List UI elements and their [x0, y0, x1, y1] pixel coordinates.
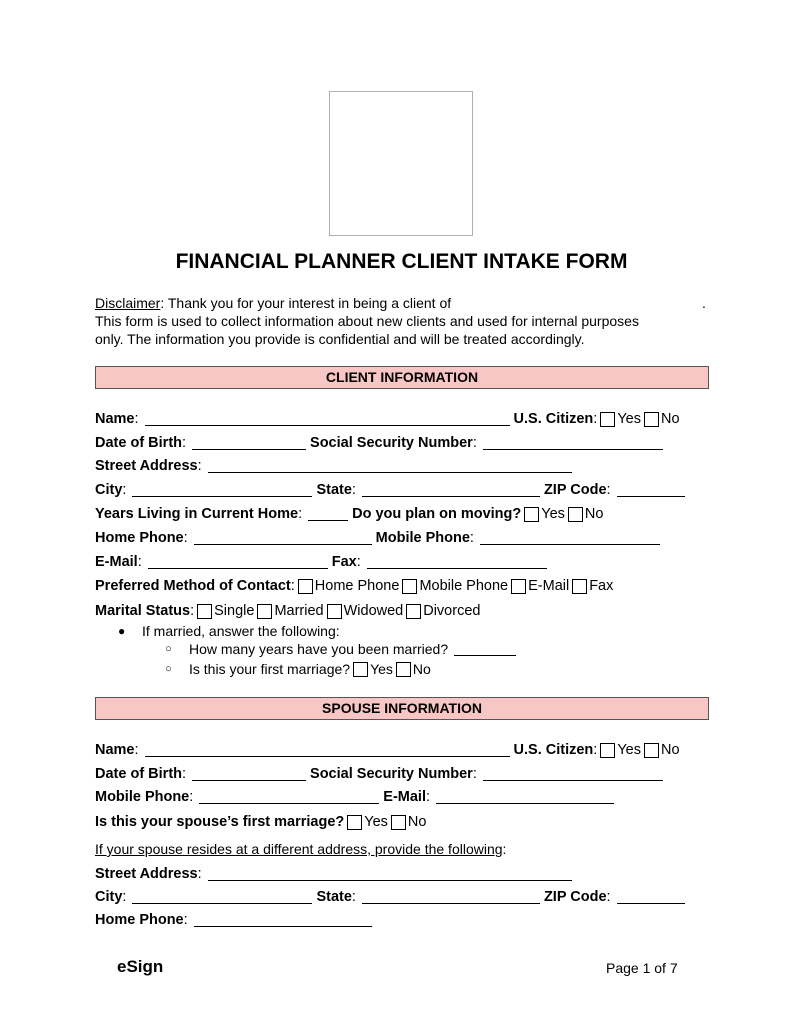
spouse-dob-row: Date of Birth : Social Security Number :: [95, 765, 667, 783]
email-label: E-Mail: [95, 554, 138, 570]
moving-label: Do you plan on moving?: [352, 506, 522, 522]
spouse-city-field[interactable]: [132, 890, 312, 904]
name-field[interactable]: [145, 412, 510, 426]
spouse-state-field[interactable]: [362, 890, 540, 904]
bullet-icon: ●: [118, 624, 126, 638]
citizen-yes-label: Yes: [617, 411, 641, 427]
contact-email-label: E-Mail: [528, 578, 570, 594]
spouse-name-row: Name : U.S. Citizen : Yes No: [95, 742, 680, 758]
marital-divorced-checkbox[interactable]: [406, 604, 421, 619]
spouse-zip-label: ZIP Code: [543, 889, 607, 905]
spouse-phone-row: Mobile Phone : E-Mail :: [95, 788, 618, 806]
spouse-home-phone-field[interactable]: [194, 913, 372, 927]
first-marriage-text: Is this your first marriage?: [189, 661, 351, 677]
client-contact-row: Preferred Method of Contact : Home Phone Mobile Phone E-Mail Fax: [95, 578, 614, 594]
citizen-no-label: No: [660, 411, 680, 427]
client-years-row: Years Living in Current Home : Do you plan on moving? Yes No: [95, 506, 604, 522]
contact-email-checkbox[interactable]: [511, 579, 526, 594]
client-city-row: City : State : ZIP Code :: [95, 481, 689, 499]
spouse-dob-field[interactable]: [192, 767, 306, 781]
spouse-information-header: SPOUSE INFORMATION: [95, 697, 709, 720]
spouse-dob-label: Date of Birth: [95, 766, 182, 782]
spouse-home-phone-row: Home Phone :: [95, 911, 376, 929]
marital-label: Marital Status: [95, 603, 191, 619]
ssn-field[interactable]: [483, 436, 663, 450]
marital-married-checkbox[interactable]: [257, 604, 272, 619]
years-married-item: [165, 640, 520, 658]
contact-fax-label: Fax: [589, 578, 614, 594]
spouse-street-field[interactable]: [208, 867, 572, 881]
spouse-first-marriage-yes-label: Yes: [364, 814, 388, 830]
marital-married-label: Married: [274, 603, 324, 619]
zip-label: ZIP Code: [543, 482, 607, 498]
spouse-citizen-no-checkbox[interactable]: [644, 743, 659, 758]
contact-home-phone-checkbox[interactable]: [298, 579, 313, 594]
client-information-header: CLIENT INFORMATION: [95, 366, 709, 389]
spouse-first-marriage-row: [95, 813, 426, 831]
spouse-citizen-label: U.S. Citizen: [513, 742, 594, 758]
email-field[interactable]: [148, 555, 328, 569]
spouse-ssn-field[interactable]: [483, 767, 663, 781]
state-label: State: [316, 482, 352, 498]
ssn-label: Social Security Number: [310, 435, 473, 451]
spouse-first-marriage-label: Is this your spouse’s first marriage?: [95, 814, 345, 830]
city-field[interactable]: [132, 483, 312, 497]
client-phone-row: Home Phone : Mobile Phone :: [95, 529, 664, 547]
spouse-city-label: City: [95, 889, 123, 905]
client-email-row: E-Mail : Fax :: [95, 553, 551, 571]
spouse-city-row: City : State : ZIP Code :: [95, 888, 689, 906]
contact-home-phone-label: Home Phone: [314, 578, 400, 594]
contact-mobile-phone-label: Mobile Phone: [419, 578, 509, 594]
state-field[interactable]: [362, 483, 540, 497]
spouse-citizen-yes-checkbox[interactable]: [600, 743, 615, 758]
years-field[interactable]: [308, 507, 348, 521]
spouse-street-row: Street Address :: [95, 865, 576, 883]
moving-no-checkbox[interactable]: [568, 507, 583, 522]
if-married-text: If married, answer the following:: [142, 623, 340, 639]
first-marriage-no-label: No: [412, 661, 431, 677]
spouse-email-field[interactable]: [436, 790, 614, 804]
first-marriage-no-checkbox[interactable]: [396, 662, 411, 677]
moving-yes-label: Yes: [541, 506, 565, 522]
spouse-mobile-label: Mobile Phone: [95, 789, 190, 805]
if-married-bullet: [118, 622, 340, 640]
spouse-home-phone-label: Home Phone: [95, 912, 184, 928]
years-label: Years Living in Current Home: [95, 506, 299, 522]
marital-single-label: Single: [214, 603, 255, 619]
disclaimer-text-2: This form is used to collect information about new clients and used for internal purposes: [95, 313, 639, 329]
moving-no-label: No: [584, 506, 604, 522]
marital-single-checkbox[interactable]: [197, 604, 212, 619]
different-address-text: If your spouse resides at a different address, provide the following: [95, 841, 503, 857]
page-number: Page 1 of 7: [606, 960, 678, 976]
moving-yes-checkbox[interactable]: [524, 507, 539, 522]
dob-field[interactable]: [192, 436, 306, 450]
sub-bullet-icon: ○: [165, 663, 172, 675]
street-field[interactable]: [208, 459, 572, 473]
marital-widowed-label: Widowed: [343, 603, 404, 619]
citizen-label: U.S. Citizen: [513, 411, 594, 427]
client-marital-row: Marital Status : Single Married Widowed Divorced: [95, 603, 481, 619]
spouse-citizen-yes-label: Yes: [617, 742, 641, 758]
citizen-no-checkbox[interactable]: [644, 412, 659, 427]
disclaimer-text-1: : Thank you for your interest in being a client of: [160, 295, 452, 311]
client-street-row: Street Address :: [95, 457, 576, 475]
spouse-name-label: Name: [95, 742, 135, 758]
citizen-yes-checkbox[interactable]: [600, 412, 615, 427]
first-marriage-yes-label: Yes: [370, 661, 393, 677]
fax-label: Fax: [331, 554, 357, 570]
city-label: City: [95, 482, 123, 498]
spouse-state-label: State: [316, 889, 352, 905]
logo-placeholder: [329, 91, 473, 236]
form-title: FINANCIAL PLANNER CLIENT INTAKE FORM: [175, 250, 628, 273]
name-label: Name: [95, 411, 135, 427]
spouse-citizen-no-label: No: [660, 742, 680, 758]
disclaimer-period: .: [702, 295, 706, 311]
street-label: Street Address: [95, 458, 198, 474]
contact-fax-checkbox[interactable]: [572, 579, 587, 594]
marital-widowed-checkbox[interactable]: [327, 604, 342, 619]
fax-field[interactable]: [367, 555, 547, 569]
contact-mobile-phone-checkbox[interactable]: [402, 579, 417, 594]
mobile-phone-label: Mobile Phone: [375, 530, 470, 546]
zip-field[interactable]: [617, 483, 685, 497]
client-name-row: Name : U.S. Citizen : Yes No: [95, 411, 680, 427]
home-phone-label: Home Phone: [95, 530, 184, 546]
spouse-first-marriage-no-checkbox[interactable]: [391, 815, 406, 830]
sub-bullet-icon: ○: [165, 643, 172, 655]
years-married-text: How many years have you been married?: [189, 641, 449, 657]
dob-label: Date of Birth: [95, 435, 182, 451]
spouse-zip-field[interactable]: [617, 890, 685, 904]
contact-label: Preferred Method of Contact: [95, 578, 291, 594]
home-phone-field[interactable]: [194, 531, 372, 545]
client-dob-row: Date of Birth : Social Security Number :: [95, 434, 667, 452]
marital-divorced-label: Divorced: [423, 603, 481, 619]
spouse-ssn-label: Social Security Number: [310, 766, 473, 782]
spouse-name-field[interactable]: [145, 743, 510, 757]
esign-logo: eSign: [117, 957, 164, 976]
spouse-mobile-field[interactable]: [199, 790, 379, 804]
mobile-phone-field[interactable]: [480, 531, 660, 545]
years-married-field[interactable]: [454, 642, 516, 656]
spouse-street-label: Street Address: [95, 866, 198, 882]
spouse-different-address-row: If your spouse resides at a different address, provide the following :: [95, 841, 507, 857]
first-marriage-yes-checkbox[interactable]: [353, 662, 368, 677]
disclaimer-text-3: only. The information you provide is confidential and will be treated accordingly.: [95, 331, 585, 347]
spouse-email-label: E-Mail: [383, 789, 426, 805]
disclaimer-label: Disclaimer: [95, 295, 161, 311]
spouse-first-marriage-yes-checkbox[interactable]: [347, 815, 362, 830]
first-marriage-item: [165, 660, 431, 678]
spouse-first-marriage-no-label: No: [407, 814, 427, 830]
disclaimer-line-1: [95, 294, 710, 312]
